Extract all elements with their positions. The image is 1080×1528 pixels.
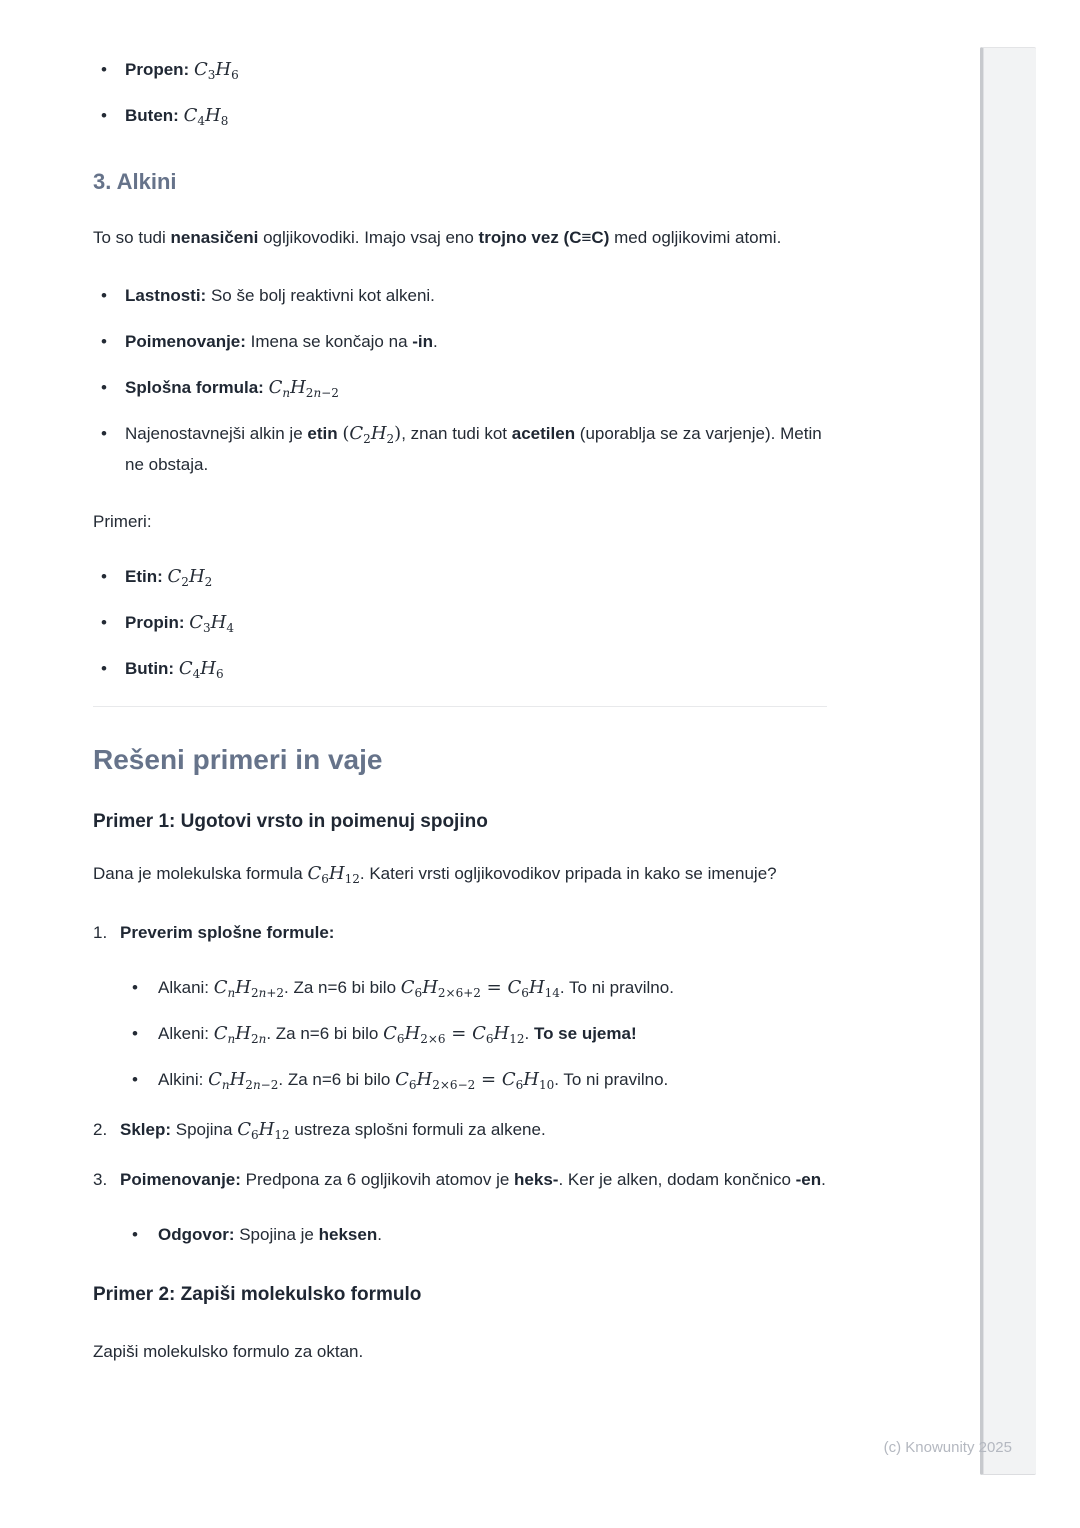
list-item: • Najenostavnejši alkin je etin $(C_2H_2)$, znan tudi kot acetilen (uporablja se za varjenje). Metin ne obstaja. (93, 418, 827, 480)
list-item: • Splošna formula: $C_nH_{2n-2}$ (93, 372, 827, 403)
step-substeps-list (120, 972, 827, 1095)
step-item (93, 1114, 827, 1145)
list-item: • Etin: $C_2H_2$ (93, 561, 827, 592)
alkyne-examples-list (93, 561, 827, 684)
heading-alkini: 3. Alkini (93, 169, 177, 194)
list-item: • Propen: $C_3H_6$ (93, 54, 827, 85)
list-item: • Lastnosti: So še bolj reaktivni kot alkeni. (93, 280, 827, 311)
footer-watermark: (c) Knowunity 2025 (883, 1439, 1012, 1456)
list-item: • Propin: $C_3H_4$ (93, 607, 827, 638)
step-item (93, 917, 827, 1095)
primer1-intro-paragraph: Dana je molekulska formula $C_6H_{12}$. Kateri vrsti ogljikovodikov pripada in kako se imenuje? (93, 863, 777, 886)
step-text: Poimenovanje: Predpona za 6 ogljikovih atomov je heks-. Ker je alken, dodam končnico -en. (120, 1170, 826, 1189)
primer1-steps-list (93, 917, 827, 1250)
heading-primer-2: Primer 2: Zapiši molekulsko formulo (93, 1284, 422, 1305)
primer2-paragraph: Zapiši molekulsko formulo za oktan. (93, 1342, 364, 1361)
step-item (93, 1164, 827, 1250)
list-item: • Alkini: $C_nH_{2n-2}$. Za n=6 bi bilo $C_6H_{2\times 6-2} = C_6H_{10}$. To ni pravilno. (120, 1064, 827, 1095)
scrollbar-track[interactable] (980, 47, 1036, 1475)
section-divider (93, 706, 827, 707)
list-item: • Odgovor: Spojina je heksen. (120, 1219, 827, 1250)
heading-solved-examples: Rešeni primeri in vaje (93, 744, 383, 775)
document-content (93, 0, 827, 1367)
alkini-properties-list (93, 280, 827, 480)
list-item: • Alkeni: $C_nH_{2n}$. Za n=6 bi bilo $C_6H_{2\times 6} = C_6H_{12}$. To se ujema! (120, 1018, 827, 1049)
list-item: • Poimenovanje: Imena se končajo na -in. (93, 326, 827, 357)
alkene-examples-list (93, 54, 827, 131)
primeri-label: Primeri: (93, 512, 152, 531)
list-item: • Buten: $C_4H_8$ (93, 100, 827, 131)
heading-primer-1: Primer 1: Ugotovi vrsto in poimenuj spojino (93, 811, 488, 832)
step-substeps-list (120, 1219, 827, 1250)
list-item: • Butin: $C_4H_6$ (93, 653, 827, 684)
alkini-intro-paragraph: To so tudi nenasičeni ogljikovodiki. Imajo vsaj eno trojno vez (C≡C) med ogljikovimi atomi. (93, 228, 782, 247)
step-text: Sklep: Spojina $C_6H_{12}$ ustreza splošni formuli za alkene. (120, 1119, 546, 1142)
list-item: • Alkani: $C_nH_{2n+2}$. Za n=6 bi bilo $C_6H_{2\times 6+2} = C_6H_{14}$. To ni pravilno. (120, 972, 827, 1003)
step-text: Preverim splošne formule: (120, 923, 335, 942)
